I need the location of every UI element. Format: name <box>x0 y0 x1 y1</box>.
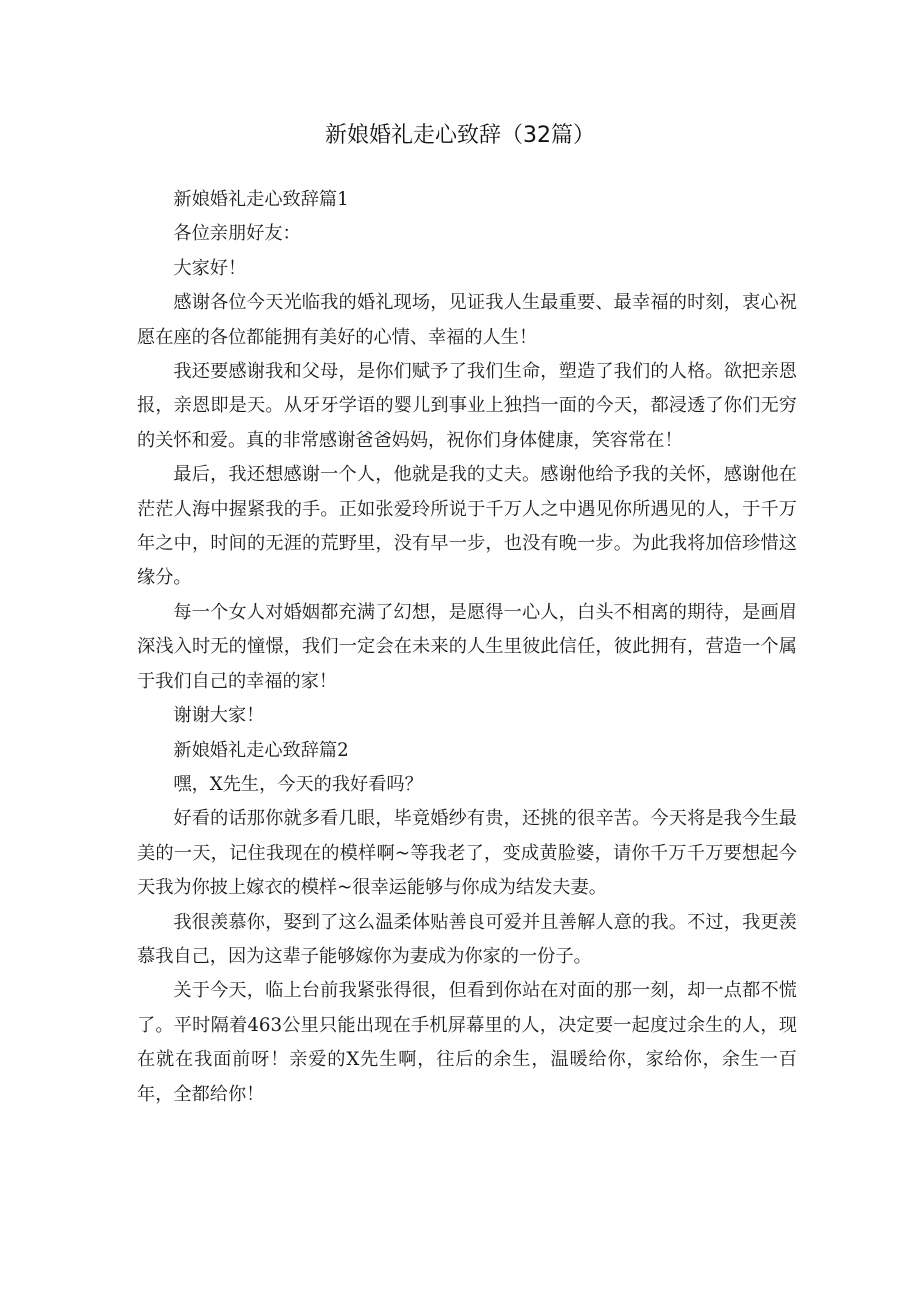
salutation: 各位亲朋好友： <box>173 223 301 245</box>
paragraph: 嘿，X先生，今天的我好看吗？ <box>173 773 423 795</box>
document-body <box>137 183 797 1112</box>
paragraph: 好看的话那你就多看几眼，毕竟婚纱有贵，还挑的很辛苦。今天将是我今生最美的一天，记住我现在的模样啊~等我老了，变成黄脸婆，请你千万千万要想起今天我为你披上嫁衣的模样~很幸运能够与你成为结发夫妻。 <box>137 808 797 899</box>
document-title: 新娘婚礼走心致辞（32篇） <box>325 123 595 148</box>
section-heading-2: 新娘婚礼走心致辞篇2 <box>173 739 349 761</box>
paragraph: 最后，我还想感谢一个人，他就是我的丈夫。感谢他给予我的关怀，感谢他在茫茫人海中握紧我的手。正如张爱玲所说于千万人之中遇见你所遇见的人，于千万年之中，时间的无涯的荒野里，没有早一步，也没有晚一步。为此我将加倍珍惜这缘分。 <box>137 464 797 589</box>
section-heading-1: 新娘婚礼走心致辞篇1 <box>173 189 349 210</box>
paragraph: 感谢各位今天光临我的婚礼现场，见证我人生最重要、最幸福的时刻，衷心祝愿在座的各位都能拥有美好的心情、幸福的人生！ <box>137 292 797 348</box>
paragraph: 关于今天，临上台前我紧张得很，但看到你站在对面的那一刻，却一点都不慌了。平时隔着463公里只能出现在手机屏幕里的人，决定要一起度过余生的人，现在就在我面前呀！亲爱的X先生啊，往后的余生，温暖给你，家给你，余生一百年，全都给你！ <box>137 980 797 1105</box>
closing-thanks: 谢谢大家！ <box>173 705 265 727</box>
paragraph: 我很羡慕你，娶到了这么温柔体贴善良可爱并且善解人意的我。不过，我更羡慕我自己，因为这辈子能够嫁你为妻成为你家的一份子。 <box>137 911 797 967</box>
paragraph: 每一个女人对婚姻都充满了幻想，是愿得一心人，白头不相离的期待，是画眉深浅入时无的憧憬，我们一定会在未来的人生里彼此信任，彼此拥有，营造一个属于我们自己的幸福的家！ <box>137 601 797 692</box>
greeting: 大家好！ <box>173 257 247 279</box>
paragraph: 我还要感谢我和父母，是你们赋予了我们生命，塑造了我们的人格。欲把亲恩报，亲恩即是天。从牙牙学语的婴儿到事业上独挡一面的今天，都浸透了你们无穷的关怀和爱。真的非常感谢爸爸妈妈，祝你们身体健康，笑容常在！ <box>137 361 797 451</box>
